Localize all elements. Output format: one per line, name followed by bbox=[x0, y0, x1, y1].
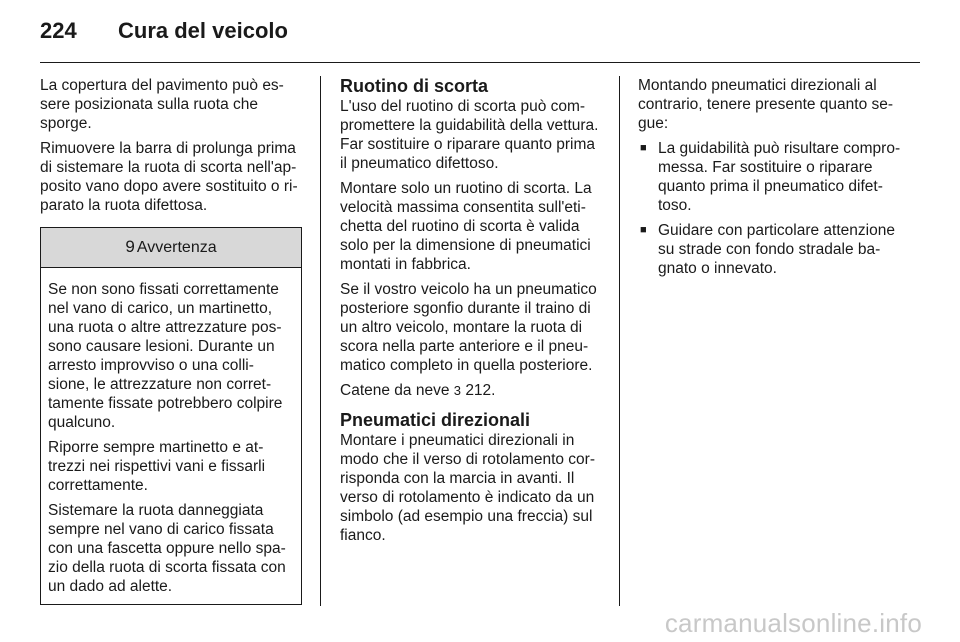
warning-paragraph: Se non sono fissati correttamente nel vano di carico, un martinetto, una ruota o altre attrezzature pos-sono causare lesioni. Durante un arresto improvviso o una colli-sione, le attrezzature non corret-tamente fissate potrebbero colpire qualcuno. bbox=[48, 281, 283, 431]
list-item-text: La guidabilità può risultare compro-messa. Far sostituire o riparare quanto prima il pneumatico difet-toso. bbox=[658, 140, 901, 214]
bullet-list bbox=[638, 139, 902, 278]
warning-icon: 9 bbox=[125, 237, 135, 256]
page-number: 224 bbox=[40, 18, 77, 43]
warning-paragraph: Riporre sempre martinetto e at-trezzi nei rispettivi vani e fissarli correttamente. bbox=[48, 439, 266, 494]
reference-page: 212. bbox=[465, 382, 496, 399]
bullet-icon: ■ bbox=[640, 224, 647, 236]
cross-reference bbox=[340, 381, 606, 400]
paragraph: Montare i pneumatici direzionali in modo che il verso di rotolamento cor-risponda con la marcia in avanti. Il verso di rotolamento è indicato da un simbolo (ad esempio una freccia) sul fianco. bbox=[340, 432, 596, 544]
list-item bbox=[638, 139, 902, 215]
list-item-text: Guidare con particolare attenzione su strade con fondo stradale ba-gnato o innevato. bbox=[658, 222, 895, 277]
page-header bbox=[40, 18, 288, 44]
column-1 bbox=[40, 76, 302, 605]
column-3 bbox=[638, 76, 902, 284]
reference-arrow-icon: 3 bbox=[453, 383, 461, 398]
paragraph: La copertura del pavimento può es-sere posizionata sulla ruota che sporge. bbox=[40, 77, 284, 132]
paragraph: Se il vostro veicolo ha un pneumatico posteriore sgonfio durante il traino di un altro veicolo, montare la ruota di scora nella parte anteriore e il pneu-matico completo in quella posteriore. bbox=[340, 281, 597, 374]
warning-title-text: Avvertenza bbox=[136, 239, 217, 256]
warning-box bbox=[40, 227, 302, 605]
section-heading: Pneumatici direzionali bbox=[340, 410, 531, 430]
warning-body bbox=[41, 268, 301, 604]
column-divider-1 bbox=[320, 76, 321, 606]
column-divider-2 bbox=[619, 76, 620, 606]
paragraph: Rimuovere la barra di prolunga prima di sistemare la ruota di scorta nell'ap-posito vano dopo avere sostituito o ri-parato la ruota difettosa. bbox=[40, 140, 298, 214]
warning-title bbox=[41, 228, 301, 268]
section-heading: Ruotino di scorta bbox=[340, 76, 488, 96]
page-title: Cura del veicolo bbox=[118, 18, 288, 43]
list-item bbox=[638, 221, 902, 278]
paragraph: Montando pneumatici direzionali al contrario, tenere presente quanto se-gue: bbox=[638, 77, 894, 132]
header-divider bbox=[40, 62, 920, 63]
reference-text: Catene da neve bbox=[340, 382, 450, 399]
warning-paragraph: Sistemare la ruota danneggiata sempre nel vano di carico fissata con una fascetta oppure nello spa-zio della ruota di scorta fissata con un dado ad alette. bbox=[48, 502, 286, 595]
paragraph: Montare solo un ruotino di scorta. La velocità massima consentita sull'eti-chetta del ruotino di scorta è valida solo per la dimensione di pneumatici montati in fabbrica. bbox=[340, 180, 592, 273]
bullet-icon: ■ bbox=[640, 142, 647, 154]
watermark: carmanualsonline.info bbox=[664, 608, 922, 638]
column-2 bbox=[340, 76, 606, 551]
paragraph: L'uso del ruotino di scorta può com-promettere la guidabilità della vettura. Far sostituire o riparare quanto prima il pneumatico difettoso. bbox=[340, 98, 599, 172]
